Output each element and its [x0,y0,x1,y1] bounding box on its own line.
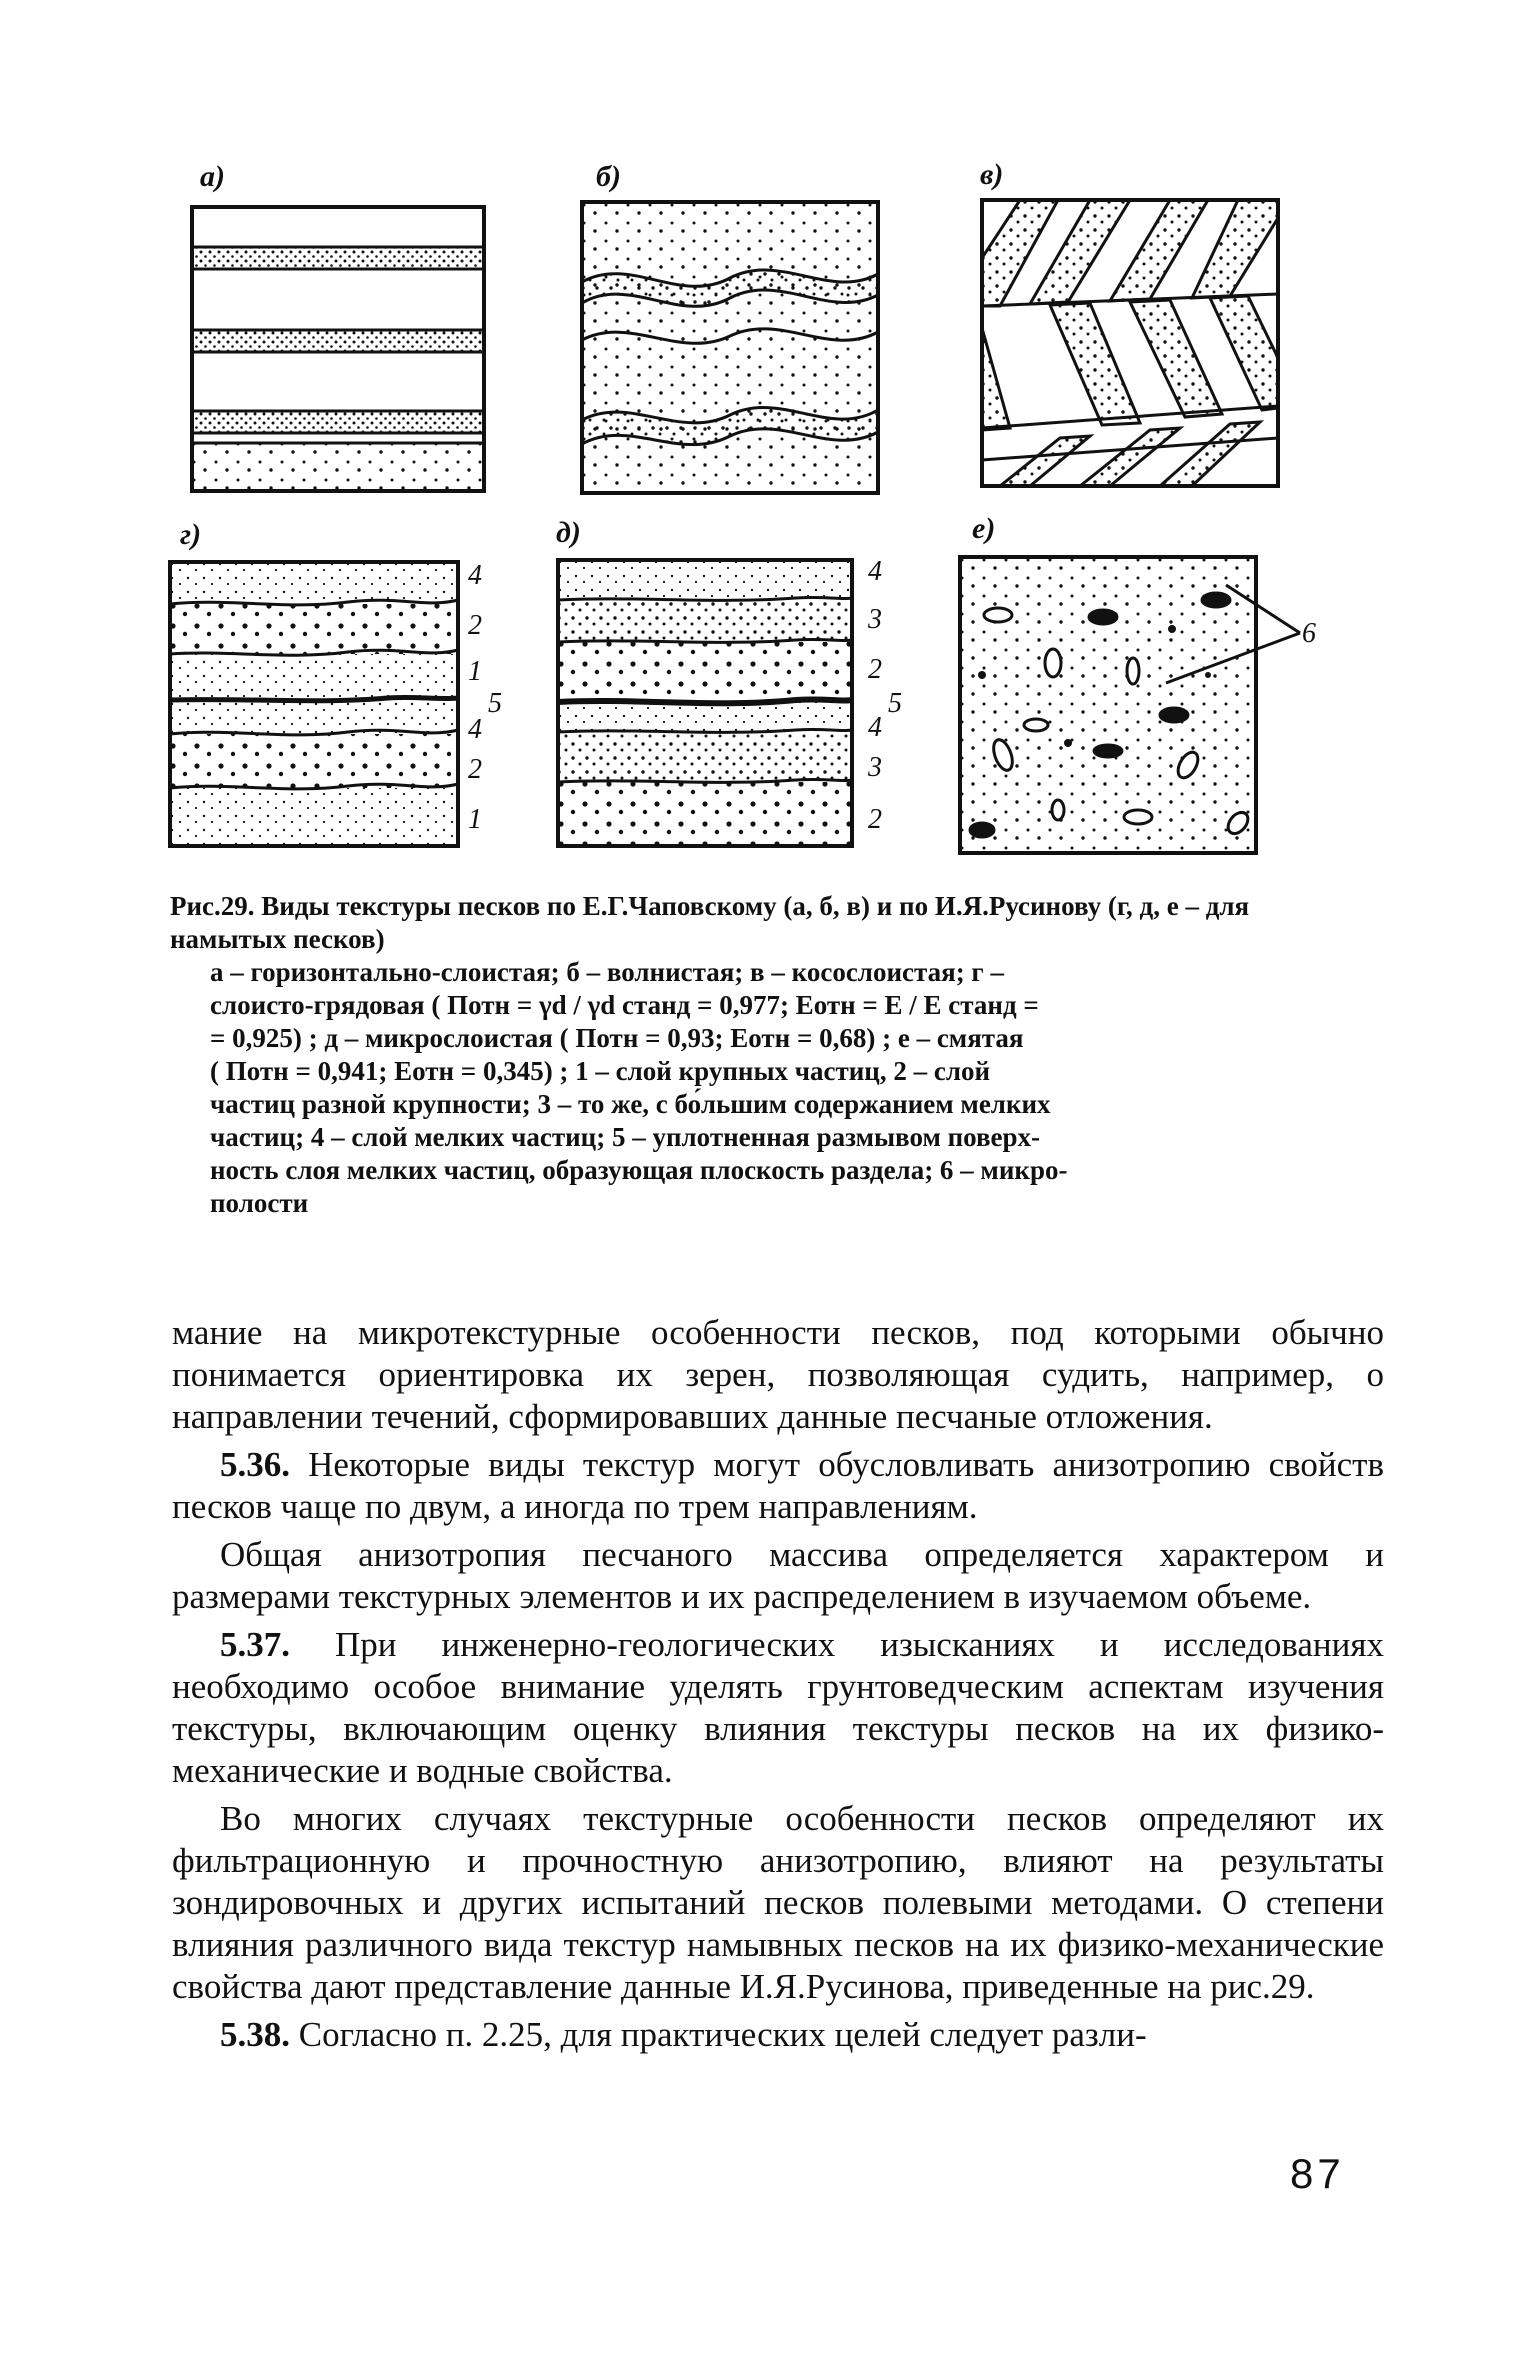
page-number: 87 [1290,2150,1345,2197]
panel-v-cross-bedded [980,198,1280,488]
caption-line: слоисто-грядовая ( Потн = γd / γd станд = 0,977; Еотн = Е / Е станд = [210,990,1039,1020]
paragraph: мание на микротекстурные особенности песков, под которыми обычно понимается ориентировка их зерен, позволяющая судить, например, о направлении течений, сформировавших данные песчаные отложения. [172,1313,1384,1436]
paragraph: Общая анизотропия песчаного массива определяется характером и размерами текстурных элементов и их распределением в изучаемом объеме. [172,1535,1384,1616]
panel-d-num-2: 3 [868,604,882,635]
panel-d-microlayered [556,558,854,848]
caption-line: ( Потн = 0,941; Еотн = 0,345) ; 1 – слой крупных частиц, 2 – слой [210,1056,991,1086]
paragraph-text: Согласно п. 2.25, для практических целей следует разли- [290,2015,1147,2054]
paragraph [172,2014,1384,2056]
panel-b-label: б) [596,160,621,193]
panel-e-callout-6: 6 [1302,618,1316,649]
caption-title: Рис.29. Виды текстуры песков по Е.Г.Чаповскому (а, б, в) и по И.Я.Русинову (г, д, е – для намытых песков) [170,891,1250,954]
panel-g-num-1: 4 [468,560,482,591]
panel-e-callout-lines [1140,575,1320,695]
panel-g-num-2: 2 [468,610,482,641]
panel-d-num-6: 3 [868,752,882,783]
paragraph-text: При инженерно-геологических изысканиях и исследованиях необходимо особое внимание уделять грунтоведческим аспектам изучения текстуры, включающим оценку влияния текстуры песков на их физико-механические и водные свойства. [172,1625,1384,1790]
panel-d-num-7: 2 [868,804,882,835]
section-number: 5.36. [220,1445,290,1484]
panel-a-horizontal-layers [190,205,486,493]
panel-d-num-5: 4 [868,712,882,743]
panel-v-label: в) [980,158,1004,191]
caption-line: ность слоя мелких частиц, образующая плоскость раздела; 6 – микро- [210,1155,1068,1185]
section-number: 5.38. [220,2015,290,2054]
panel-d-label: д) [556,516,581,549]
panel-e-label: е) [972,512,996,545]
caption-legend [170,956,1320,1220]
caption-line: полости [210,1188,309,1218]
caption-line: а – горизонтально-слоистая; б – волнистая; в – косослоистая; г – [210,957,1004,987]
panel-d-num-3: 2 [868,654,882,685]
panel-g-label: г) [180,518,202,551]
panel-b-wavy-layers [580,200,880,495]
panel-g-num-4: 5 [488,688,502,719]
panel-g-ridge-layers [168,560,460,848]
section-number: 5.37. [220,1625,290,1664]
paragraph [172,1444,1384,1528]
panel-d-num-1: 4 [868,556,882,587]
panel-g-num-5: 4 [468,714,482,745]
paragraph: Во многих случаях текстурные особенности песков определяют их фильтрационную и прочностную анизотропию, влияют на результаты зондировочных и других испытаний песков полевыми методами. О степени влияния различного вида текстур намывных песков на их физико-механические свойства дают представление данные И.Я.Русинова, приведенные на рис.29. [172,1799,1384,2006]
caption-line: частиц разной крупности; 3 – то же, с бо́льшим содержанием мелких [210,1089,1051,1119]
caption-line: = 0,925) ; д – микрослоистая ( Потн = 0,93; Еотн = 0,68) ; е – смятая [210,1023,1024,1053]
figure-caption [170,890,1320,1220]
paragraph [172,1624,1384,1792]
panel-g-num-3: 1 [468,656,482,687]
panel-g-num-7: 1 [468,804,482,835]
panel-a-label: а) [200,160,225,193]
panel-g-num-6: 2 [468,754,482,785]
caption-line: частиц; 4 – слой мелких частиц; 5 – уплотненная размывом поверх- [210,1122,1041,1152]
panel-d-num-4: 5 [888,688,902,719]
body-text [172,1312,1384,2062]
paragraph-text: Некоторые виды текстур могут обусловливать анизотропию свойств песков чаще по двум, а иногда по трем направлениям. [172,1445,1384,1526]
